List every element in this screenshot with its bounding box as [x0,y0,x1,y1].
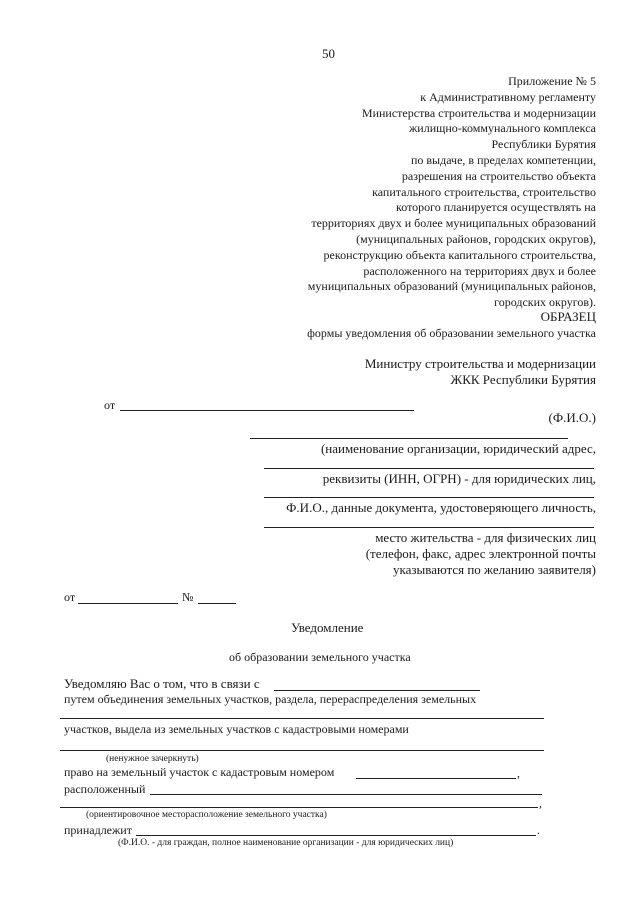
appendix-line: к Административному регламенту [420,89,596,104]
body-line-1: Уведомляю Вас о том, что в связи с [64,676,260,691]
appendix-line: городских округов). [494,295,596,310]
appendix-line: по выдаче, в пределах компетенции, [410,152,596,167]
appendix-block [256,74,596,311]
number-label: № [182,590,194,604]
location-note: (ориентировочное месторасположение земельного участка) [86,810,327,820]
document-field[interactable] [264,497,594,498]
appendix-line: Республики Бурятия [491,137,596,152]
cadastral-number-field[interactable] [356,778,516,779]
appendix-line: жилищно-коммунального комплекса [409,121,596,136]
reason-field[interactable] [274,690,480,691]
number-field[interactable] [198,603,236,604]
appendix-line: капитального строительства, строительство [372,184,596,199]
body-blank-line[interactable] [60,718,544,719]
location-field[interactable] [150,794,542,795]
notice-subtitle: об образовании земельного участка [229,650,411,664]
addressee-line-1: Министру строительства и модернизации [364,356,596,371]
appendix-line: расположенного на территориях двух и более [363,263,596,278]
date-from-label: от [64,590,76,604]
strike-note: (ненужное зачеркнуть) [106,754,199,764]
owner-period: . [537,823,540,837]
owner-field[interactable] [136,835,536,836]
org-field[interactable] [250,438,568,439]
fio-caption: (Ф.И.О.) [548,410,596,425]
appendix-line: Министерства строительства и модернизации [361,105,596,120]
location-field-2[interactable] [60,807,538,808]
appendix-line: разрешения на строительство объекта [401,168,596,183]
contacts-caption: (телефон, факс, адрес электронной почты [365,546,596,561]
notice-title: Уведомление [291,620,364,635]
from-fio-field[interactable] [120,410,414,411]
owner-note: (Ф.И.О. - для граждан, полное наименование организации - для юридических лиц) [118,838,454,848]
date-field[interactable] [78,603,178,604]
requisites-field[interactable] [264,468,594,469]
appendix-line: муниципальных образований (муниципальных районов, [307,279,596,294]
sample-title: ОБРАЗЕЦ [540,309,596,324]
appendix-line: (муниципальных районов, городских округов), [356,231,596,246]
location-comma: , [539,796,542,810]
sample-subtitle: формы уведомления об образовании земельного участка [307,326,596,340]
org-caption: (наименование организации, юридический адрес, [320,441,596,456]
appendix-line: Приложение № 5 [508,74,596,88]
appendix-line: реконструкцию объекта капитального строительства, [323,247,596,262]
body-line-3: участков, выдела из земельных участков с кадастровыми номерами [64,722,409,736]
residence-field[interactable] [264,527,594,528]
right-label: право на земельный участок с кадастровым номером [64,765,335,779]
located-label: расположенный [64,782,146,796]
appendix-line: территориях двух и более муниципальных образований [311,216,596,231]
belongs-label: принадлежит [64,823,132,837]
body-line-2: путем объединения земельных участков, раздела, перераспределения земельных [64,692,477,706]
right-end-comma: , [517,766,520,780]
page-number: 50 [322,46,335,61]
cadastral-numbers-field[interactable] [60,750,544,751]
document-caption: Ф.И.О., данные документа, удостоверяющего личность, [286,500,596,515]
from-label: от [104,398,116,412]
addressee-line-2: ЖКК Республики Бурятия [450,372,596,387]
appendix-line: которого планируется осуществлять на [396,200,596,215]
contacts-caption-2: указываются по желанию заявителя) [392,562,596,577]
residence-caption: место жительства - для физических лиц [375,530,596,545]
requisites-caption: реквизиты (ИНН, ОГРН) - для юридических лиц, [322,471,596,486]
